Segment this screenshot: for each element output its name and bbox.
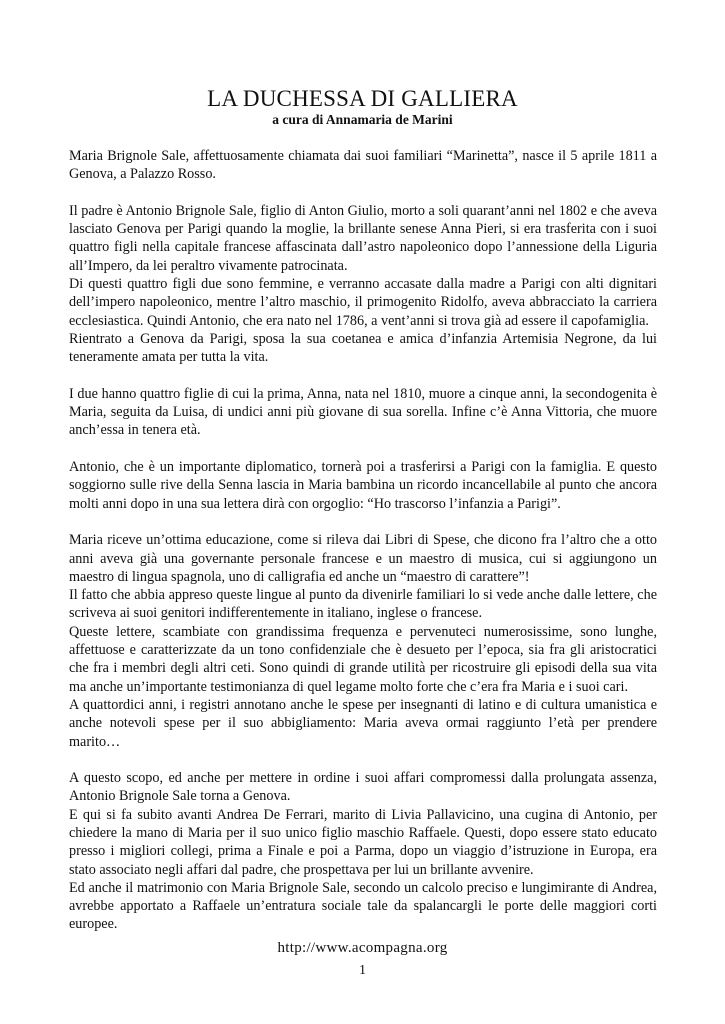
document-subtitle: a cura di Annamaria de Marini [272, 112, 453, 127]
paragraph: Di questi quattro figli due sono femmine, e verranno accasate dalla madre a Parigi con alti dignitari dell’impero napoleonico, mentre l’altro maschio, il primogenito Ridolfo, aveva abbracciato la carriera ecclesiastica. Quindi Antonio, che era nato nel 1786, a vent’anni si trova già ad essere il capofamiglia. [69, 276, 657, 329]
paragraph: Il fatto che abbia appreso queste lingue al punto da divenirle familiari lo si vede anche dalle lettere, che scriveva ai suoi genitori indifferentemente in italiano, inglese o francese. [69, 587, 657, 622]
footer-url-link[interactable]: http://www.acompagna.org [277, 940, 448, 956]
paragraph: Maria riceve un’ottima educazione, come si rileva dai Libri di Spese, che dicono fra l’altro che a otto anni aveva già una governante personale francese e un maestro di musica, cui si aggiungono un maestro di lingua spagnola, uno di calligrafia ed anche un “maestro di carattere”! [69, 532, 657, 585]
paragraph: Rientrato a Genova da Parigi, sposa la sua coetanea e amica d’infanzia Artemisia Negrone, da lui teneramente amata per tutta la vita. [69, 330, 657, 366]
paragraph: Queste lettere, scambiate con grandissima frequenza e pervenuteci numerosissime, sono lunghe, affettuose e caratterizzate da un tono confidenziale che è desueto per l’epoca, sia fra gli aristocratici che fra i membri degli altri ceti. Sono quindi di grande utilità per ricostruire gli episodi della sua vita ma anche un’importante testimonianza di quel legame molto forte che c’era fra Maria e i suoi cari. [69, 623, 657, 695]
page-number: 1 [359, 963, 366, 978]
paragraph: A questo scopo, ed anche per mettere in ordine i suoi affari compromessi dalla prolungata assenza, Antonio Brignole Sale torna a Genova. [69, 770, 657, 805]
paragraph: A quattordici anni, i registri annotano anche le spese per insegnanti di latino e di cultura umanistica e anche notevoli spese per il suo abbigliamento: Maria aveva ormai raggiunto l’età per prendere marito… [69, 696, 657, 750]
paragraph: E qui si fa subito avanti Andrea De Ferrari, marito di Livia Pallavicino, una cugina di Antonio, per chiedere la mano di Maria per il suo unico figlio maschio Raffaele. Questi, dopo essere stato educato presso i migliori collegi, prima a Finale e poi a Parma, dopo un viaggio d’istruzione in Europa, era stato associato negli affari dal padre, che prospettava per lui un brillante avvenire. [69, 806, 657, 878]
paragraph: Il padre è Antonio Brignole Sale, figlio di Anton Giulio, morto a soli quarant’anni nel 1802 e che aveva lasciato Genova per Parigi quando la moglie, la brillante senese Anna Pieri, si era trasferita con i suoi quattro figli nella capitale francese affascinata dall’astro napoleonico dopo l’annessione della Liguria all’Impero, da lei peraltro vivamente patrocinata. [69, 202, 657, 274]
paragraph: Antonio, che è un importante diplomatico, tornerà poi a trasferirsi a Parigi con la famiglia. E questo soggiorno sulle rive della Senna lascia in Maria bambina un ricordo incancellabile al punto che ancora molti anni dopo in una sua lettera dirà con orgoglio: “Ho trascorso l’infanzia a Parigi”. [69, 459, 657, 512]
document-body [69, 147, 657, 934]
paragraph: Maria Brignole Sale, affettuosamente chiamata dai suoi familiari “Marinetta”, nasce il 5 aprile 1811 a Genova, a Palazzo Rosso. [69, 148, 657, 183]
paragraph: Ed anche il matrimonio con Maria Brignole Sale, secondo un calcolo preciso e lungimirante di Andrea, avrebbe apportato a Raffaele un’entratura sociale tale da spalancargli le porte delle maggiori corti europee. [69, 879, 657, 933]
paragraph: I due hanno quattro figlie di cui la prima, Anna, nata nel 1810, muore a cinque anni, la secondogenita è Maria, seguita da Luisa, di undici anni più giovane di sua sorella. Infine c’è Anna Vittoria, che muore anch’essa in tenera età. [69, 385, 657, 439]
document-title: LA DUCHESSA DI GALLIERA [207, 86, 518, 111]
